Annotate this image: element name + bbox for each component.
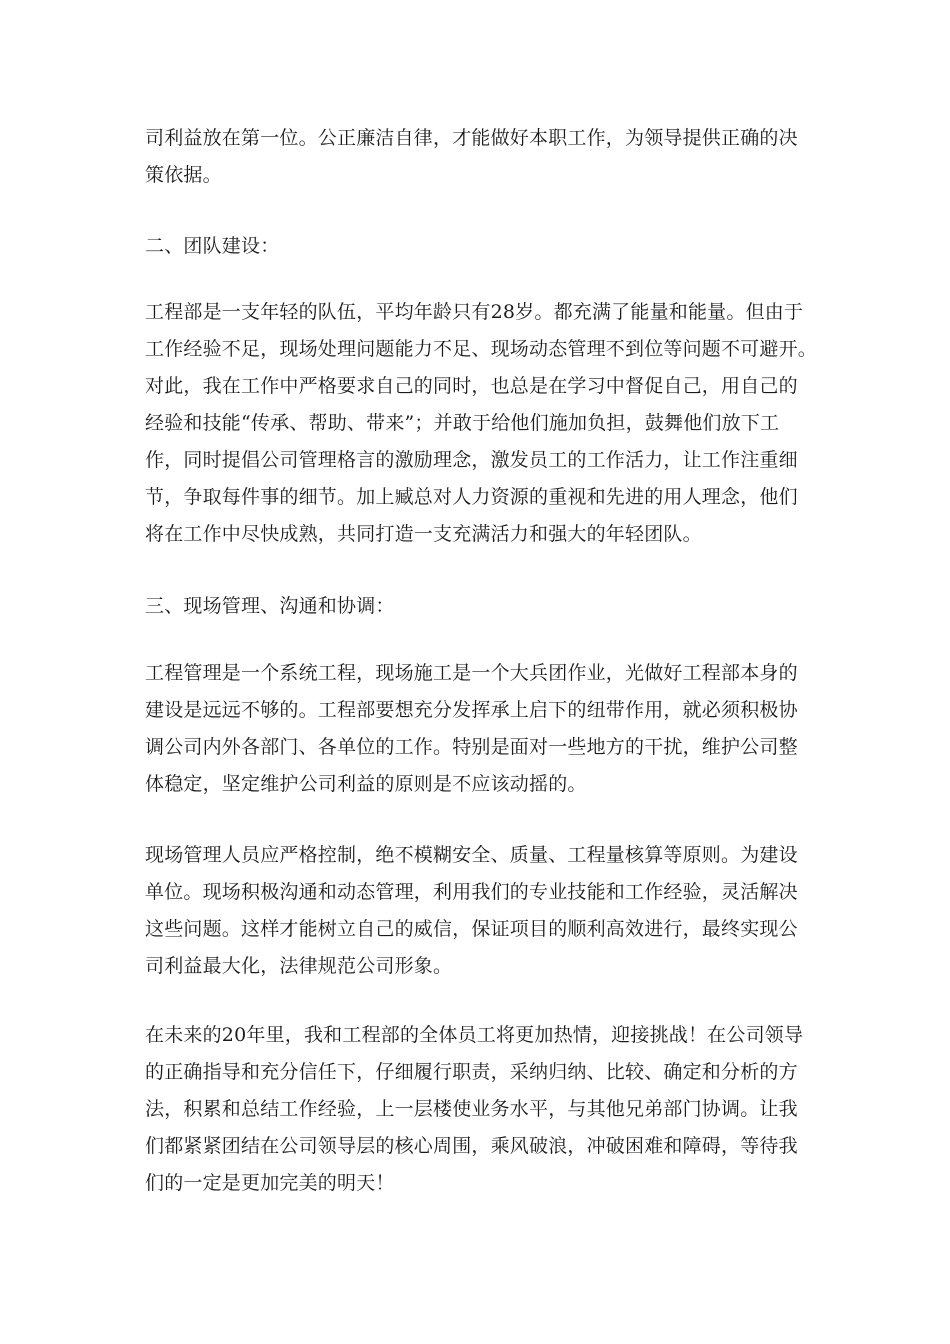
text-line: 经验和技能“传承、帮助、带来”；并敢于给他们施加负担，鼓舞他们放下工: [145, 412, 780, 434]
section-heading-team-building: [145, 228, 815, 265]
text-line: 调公司内外各部门、各单位的工作。特别是面对一些地方的干扰，维护公司整: [145, 736, 798, 758]
text-line: 司利益放在第一位。公正廉洁自律，才能做好本职工作，为领导提供正确的决: [145, 127, 798, 149]
text-line: 们都紧紧团结在公司领导层的核心周围，乘风破浪，冲破困难和障碍，等待我: [145, 1135, 798, 1157]
heading-line: 二、团队建设：: [145, 235, 280, 257]
text-line: 的正确指导和充分信任下，仔细履行职责，采纳归纳、比较、确定和分析的方: [145, 1061, 798, 1083]
text-line: 对此，我在工作中严格要求自己的同时，也总是在学习中督促自己，用自己的: [145, 375, 798, 397]
section-heading-site-management: [145, 588, 815, 625]
text-line: 在未来的20年里，我和工程部的全体员工将更加热情，迎接挑战！在公司领导: [145, 1024, 804, 1046]
text-line: 策依据。: [145, 164, 222, 186]
text-line: 单位。现场积极沟通和动态管理，利用我们的专业技能和工作经验，灵活解决: [145, 881, 798, 903]
paragraph-p2: [145, 294, 818, 553]
text-line: 将在工作中尽快成熟，共同打造一支充满活力和强大的年轻团队。: [145, 523, 702, 545]
text-line: 体稳定，坚定维护公司利益的原则是不应该动摇的。: [145, 773, 587, 795]
text-line: 建设是远远不够的。工程部要想充分发挥承上启下的纽带作用，就必须积极协: [145, 699, 798, 721]
text-line: 司利益最大化，法律规范公司形象。: [145, 955, 453, 977]
paragraph-p3: [145, 655, 815, 803]
text-line: 工程管理是一个系统工程，现场施工是一个大兵团作业，光做好工程部本身的: [145, 662, 798, 684]
text-line: 这些问题。这样才能树立自己的威信，保证项目的顺利高效进行，最终实现公: [145, 918, 798, 940]
text-line: 工程部是一支年轻的队伍，平均年龄只有28岁。都充满了能量和能量。但由于: [145, 301, 804, 323]
paragraph-p5: [145, 1017, 815, 1202]
text-line: 法，积累和总结工作经验，上一层楼使业务水平，与其他兄弟部门协调。让我: [145, 1098, 798, 1120]
text-line: 工作经验不足，现场处理问题能力不足、现场动态管理不到位等问题不可避开。: [145, 338, 818, 360]
heading-line: 三、现场管理、沟通和协调：: [145, 595, 395, 617]
text-line: 作，同时提倡公司管理格言的激励理念，激发员工的工作活力，让工作注重细: [145, 449, 798, 471]
text-line: 节，争取每件事的细节。加上臧总对人力资源的重视和先进的用人理念，他们: [145, 486, 798, 508]
text-line: 们的一定是更加完美的明天！: [145, 1172, 395, 1194]
text-line: 现场管理人员应严格控制，绝不模糊安全、质量、工程量核算等原则。为建设: [145, 844, 798, 866]
paragraph-p1: [145, 120, 815, 194]
paragraph-p4: [145, 837, 815, 985]
